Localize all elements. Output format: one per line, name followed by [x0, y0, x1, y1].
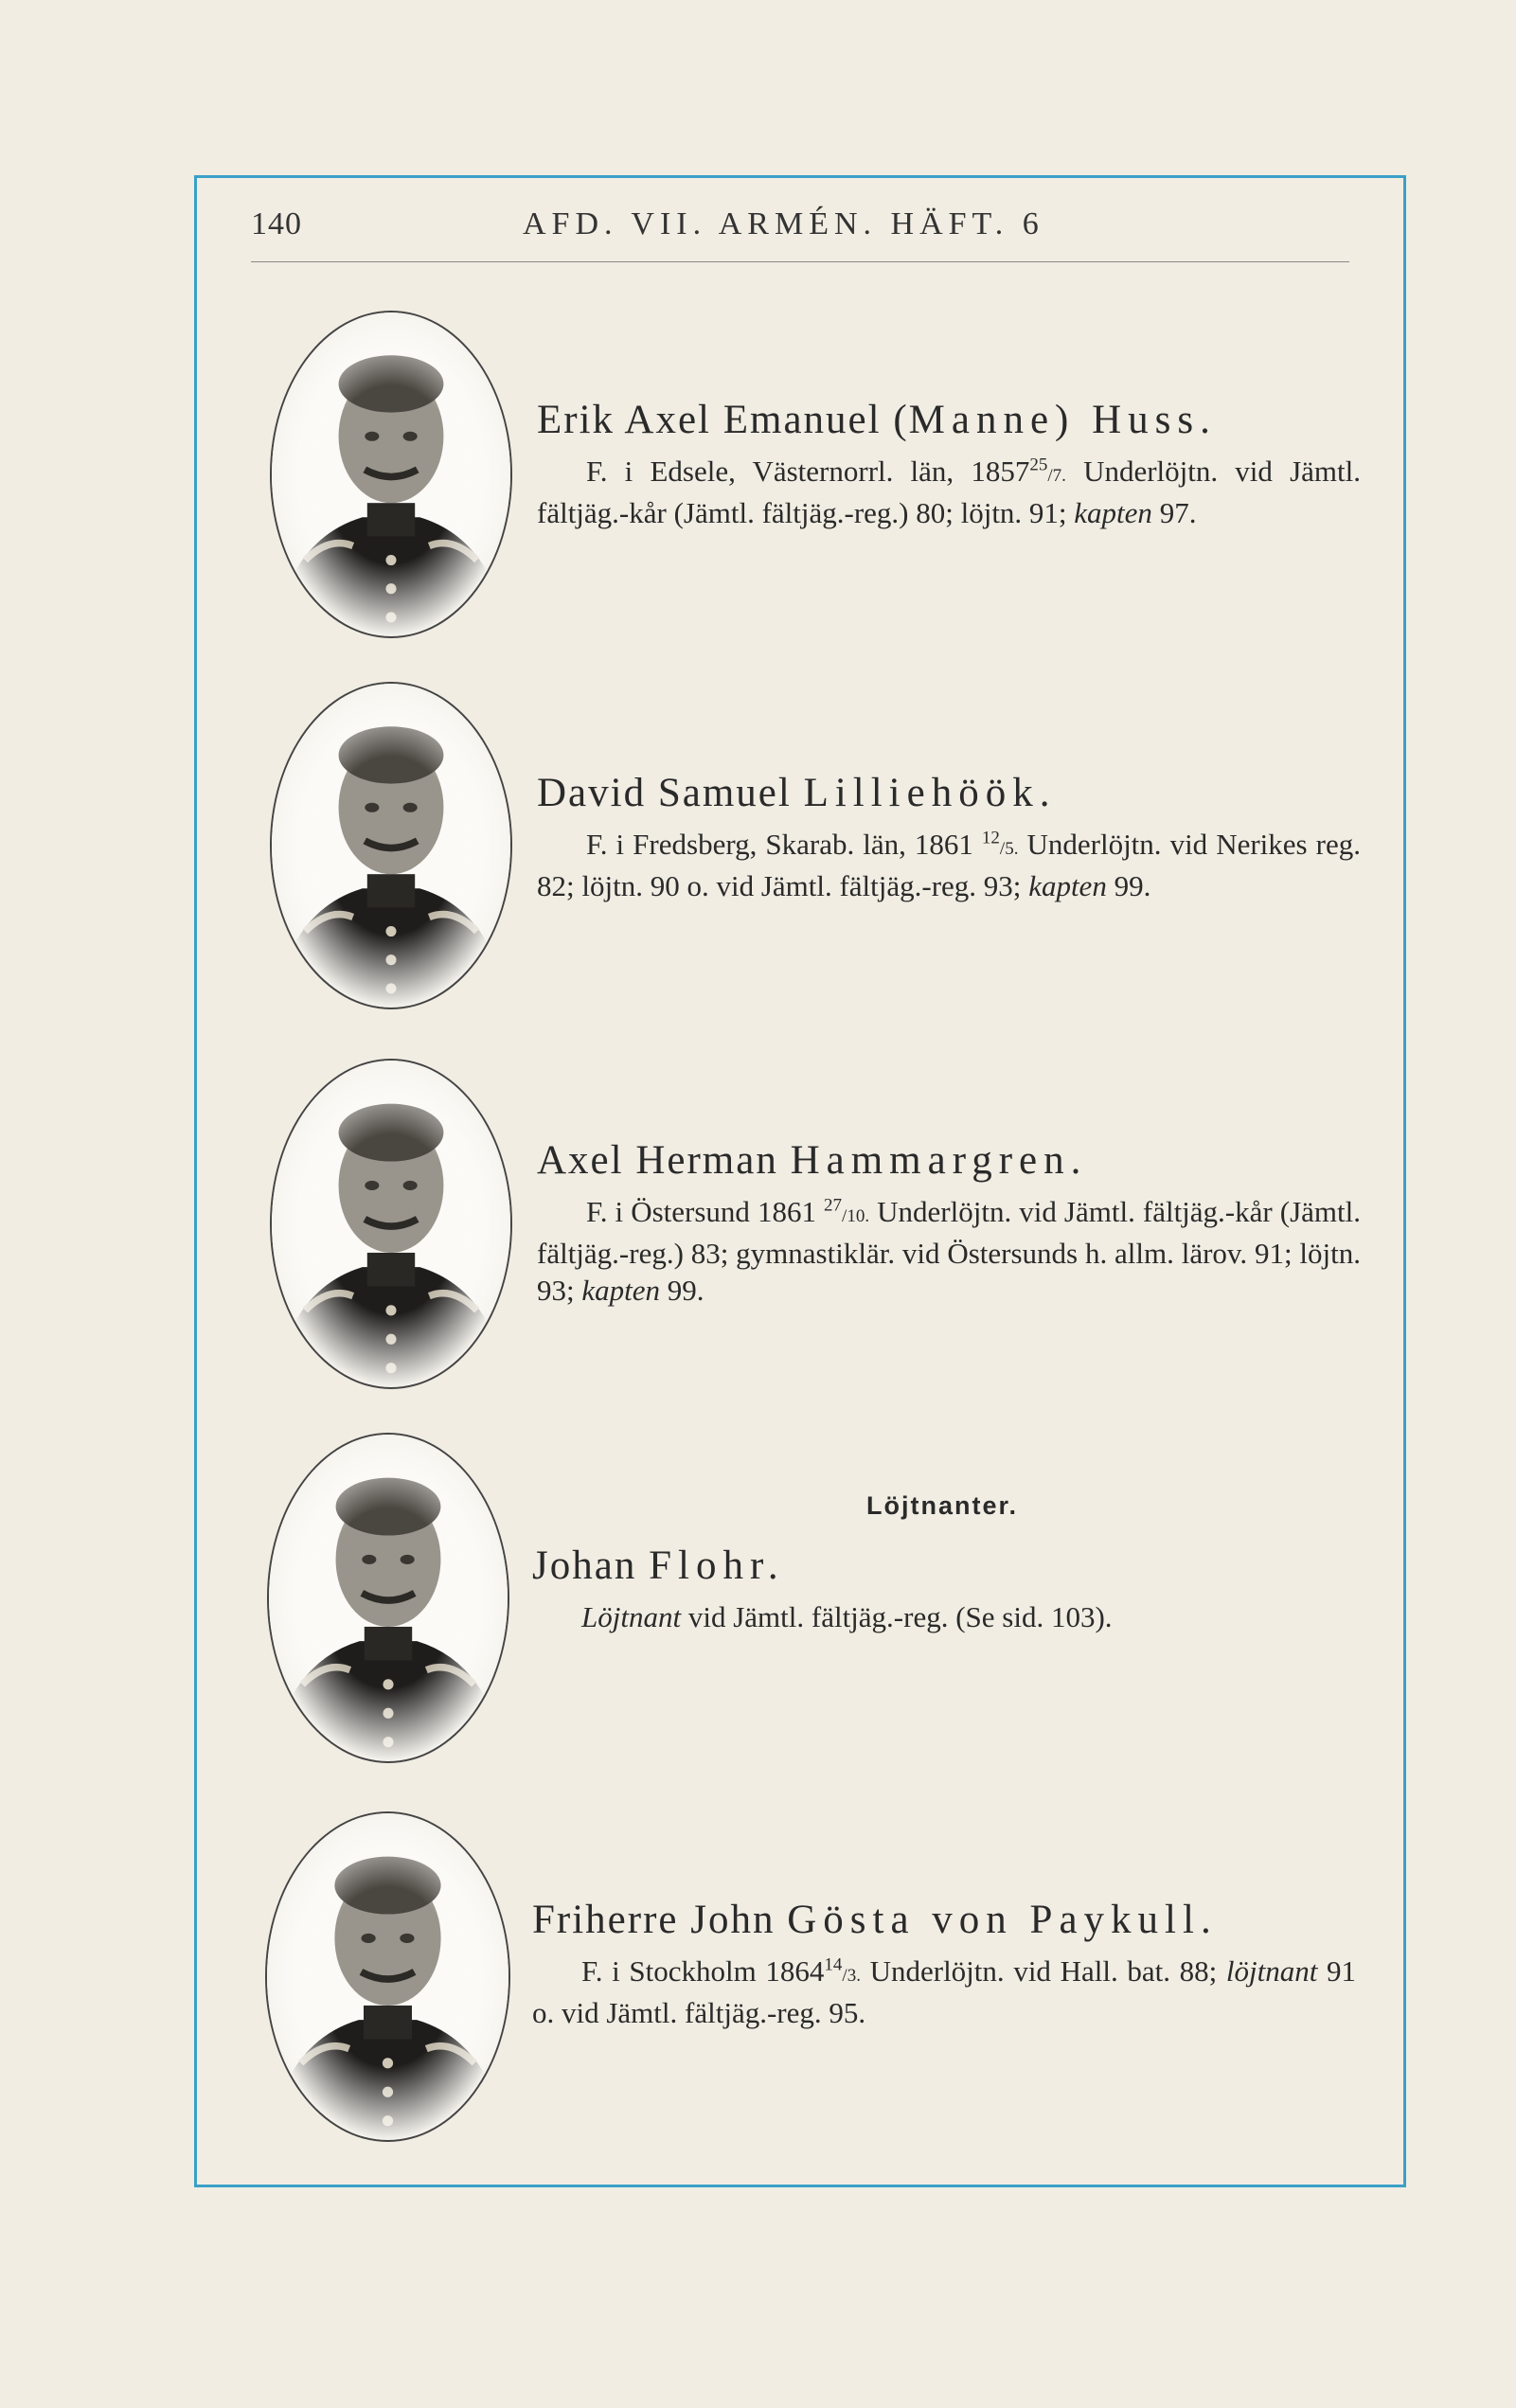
entry-lilliehook — [537, 769, 1361, 904]
biography: F. i Edsele, Västernorrl. län, 1857$^{25}$/7. Underlöjtn. vid Jämtl. fältjäg.-kår (Jämtl. fältjäg.-reg.) 80; löjtn. 91; kapten 97. — [537, 454, 1361, 529]
biography: F. i Östersund 1861 $^{27}$/10. Underlöjtn. vid Jämtl. fältjäg.-kår (Jämtl. fältjäg.-reg.) 83; gymnastiklär. vid Östersunds h. allm. lärov. 91; löjtn. 93; kapten 99. — [537, 1194, 1361, 1307]
rank: kapten — [581, 1273, 661, 1307]
entry-huss — [537, 396, 1361, 531]
biography: F. i Fredsberg, Skarab. län, 1861 $^{12}$/5. Underlöjtn. vid Nerikes reg. 82; löjtn. 90 o. vid Jämtl. fältjäg.-reg. 93; kapten 99. — [537, 827, 1361, 902]
person-name: David Samuel Lilliehöök. — [537, 771, 1057, 815]
person-name: Axel Herman Hammargren. — [537, 1138, 1088, 1183]
portrait-lilliehook — [270, 682, 512, 1009]
entry-paykull — [532, 1896, 1356, 2031]
section-heading: Löjtnanter. — [866, 1491, 1019, 1520]
header-rule — [251, 261, 1349, 262]
entry-flohr — [532, 1542, 1356, 1635]
portrait-hammargren — [270, 1059, 512, 1389]
person-name: Erik Axel Emanuel (Manne) Huss. — [537, 398, 1217, 442]
portrait-huss — [270, 311, 512, 638]
page-number: 140 — [251, 206, 302, 241]
biography: F. i Stockholm 1864$^{14}$/3. Underlöjtn. vid Hall. bat. 88; löjtnant 91 o. vid Jämtl. fältjäg.-reg. 95. — [532, 1953, 1356, 2029]
rank: kapten — [1074, 495, 1152, 529]
portrait-paykull — [265, 1811, 510, 2142]
entry-hammargren — [537, 1136, 1361, 1309]
running-head: AFD. VII. ARMÉN. HÄFT. 6 — [523, 206, 1044, 241]
rank: kapten — [1028, 868, 1107, 902]
person-name: Johan Flohr. — [532, 1543, 785, 1588]
rank: löjtnant — [1225, 1953, 1318, 1988]
portrait-flohr — [267, 1433, 509, 1763]
rank: Löjtnant — [581, 1599, 682, 1633]
biography: Löjtnant vid Jämtl. fältjäg.-reg. (Se sid. 103). — [581, 1599, 1113, 1633]
person-name: Friherre John Gösta von Paykull. — [532, 1898, 1218, 1942]
